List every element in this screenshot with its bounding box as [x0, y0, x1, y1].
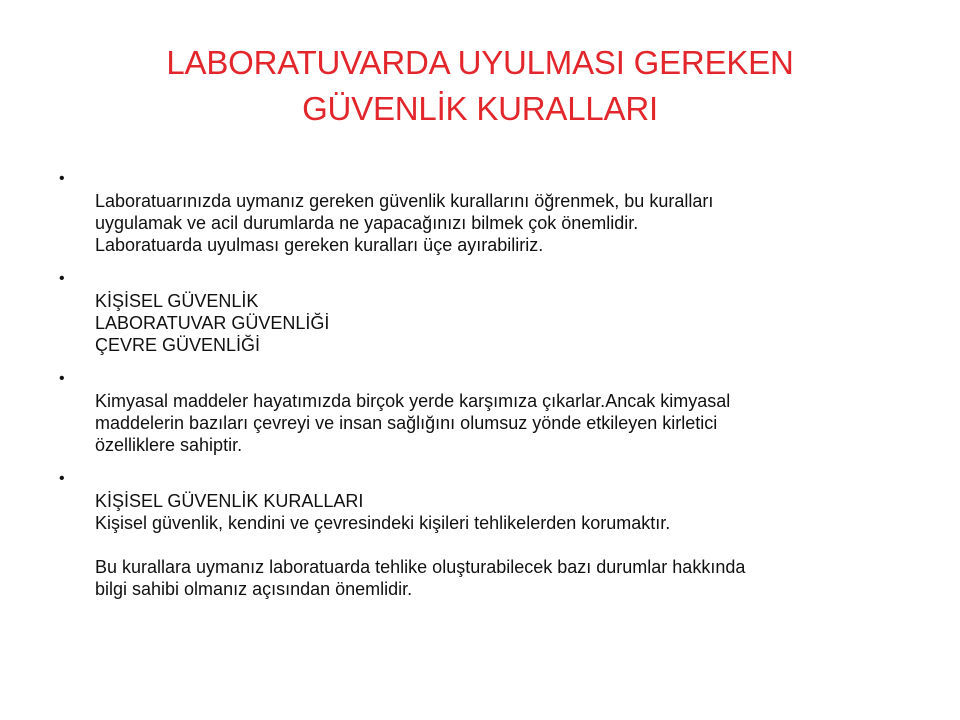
bullet-line: özelliklere sahiptir. — [95, 435, 243, 455]
bullet-line: ÇEVRE GÜVENLİĞİ — [95, 335, 261, 355]
bullet-line: Kimyasal maddeler hayatımızda birçok yerde karşımıza çıkarlar.Ancak kimyasal — [95, 391, 731, 411]
bullet-dot-icon: • — [59, 370, 65, 387]
slide-title-line-2: GÜVENLİK KURALLARI — [302, 90, 658, 127]
bullet-list — [58, 168, 908, 612]
bullet-text — [95, 168, 908, 256]
bullet-line: KİŞİSEL GÜVENLİK — [95, 291, 259, 311]
slide-title-line-1: LABORATUVARDA UYULMASI GEREKEN — [166, 44, 794, 81]
bullet-line: Laboratuarınızda uymanız gereken güvenlik kurallarını öğrenmek, bu kuralları — [95, 191, 714, 211]
bullet-line: maddelerin bazıları çevreyi ve insan sağlığını olumsuz yönde etkileyen kirletici — [95, 413, 718, 433]
bullet-line: KİŞİSEL GÜVENLİK KURALLARI — [95, 491, 364, 511]
bullet-dot-icon: • — [59, 170, 65, 187]
bullet-text — [95, 268, 908, 356]
bullet-dot-icon: • — [59, 270, 65, 287]
bullet-item-categories — [58, 268, 908, 356]
bullet-line: uygulamak ve acil durumlarda ne yapacağınızı bilmek çok önemlidir. — [95, 213, 639, 233]
bullet-item-chemicals — [58, 368, 908, 456]
bullet-dot-icon: • — [59, 470, 65, 487]
bullet-line: LABORATUVAR GÜVENLİĞİ — [95, 313, 330, 333]
bullet-line: Laboratuarda uyulması gereken kuralları üçe ayırabiliriz. — [95, 235, 544, 255]
bullet-text — [95, 468, 908, 600]
bullet-line: bilgi sahibi olmanız açısından önemlidir. — [95, 579, 413, 599]
bullet-line: Kişisel güvenlik, kendini ve çevresindeki kişileri tehlikelerden korumaktır. — [95, 513, 671, 533]
bullet-item-intro — [58, 168, 908, 256]
bullet-text — [95, 368, 908, 456]
bullet-line: Bu kurallara uymanız laboratuarda tehlike oluşturabilecek bazı durumlar hakkında — [95, 557, 746, 577]
bullet-line-blank — [95, 534, 908, 556]
slide-title — [48, 40, 912, 132]
bullet-item-personal-safety — [58, 468, 908, 600]
